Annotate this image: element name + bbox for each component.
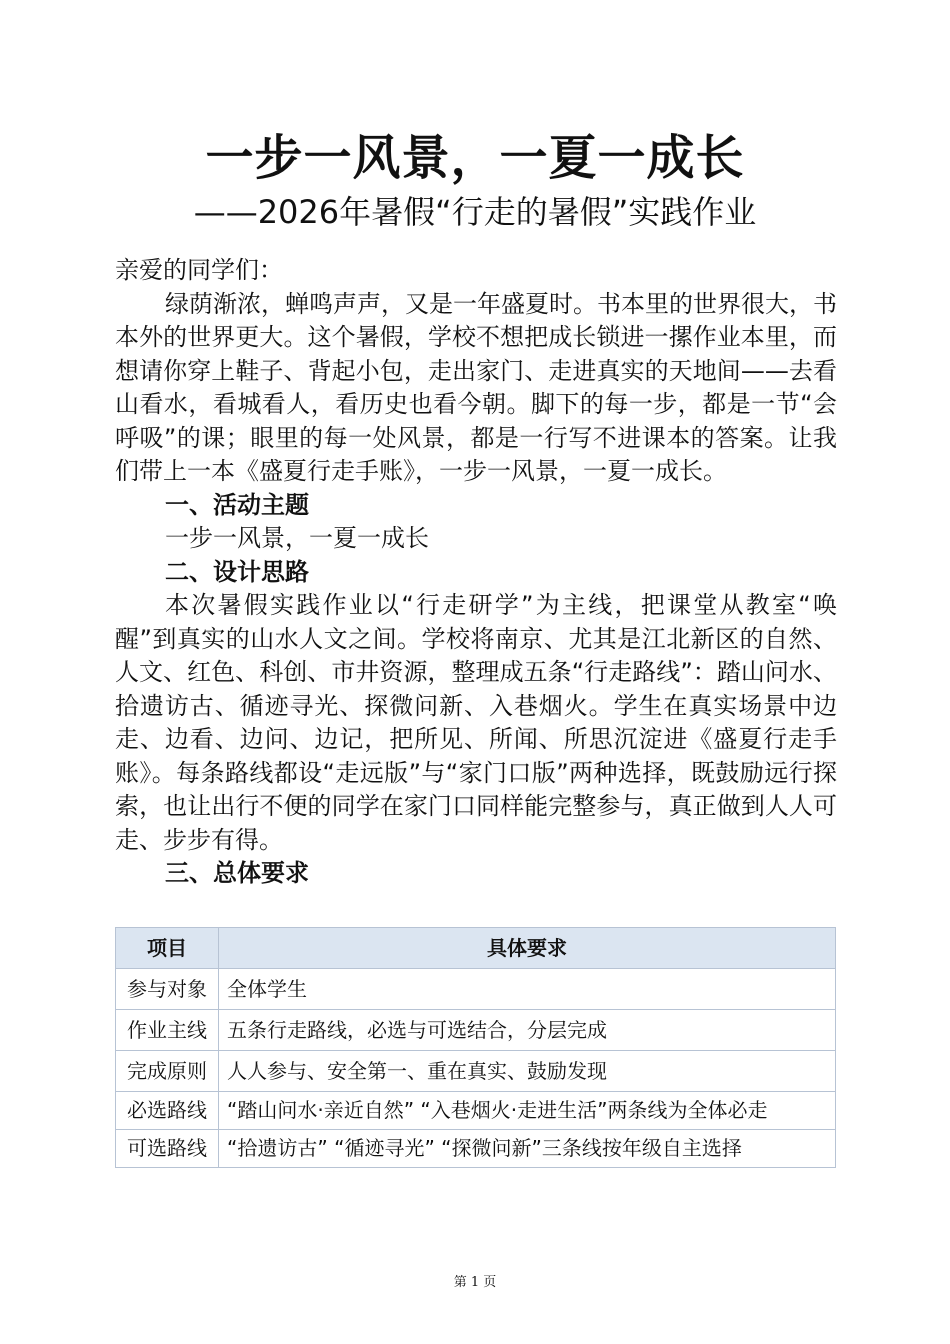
table-row [116,969,836,1010]
row-requirement: 人人参与、安全第一、重在真实、鼓励发现 [219,1051,836,1092]
row-item: 参与对象 [116,969,219,1010]
row-item: 完成原则 [116,1051,219,1092]
table-row [116,1092,836,1130]
intro-paragraph: 绿荫渐浓，蝉鸣声声，又是一年盛夏时。书本里的世界很大，书本外的世界更大。这个暑假，学校不想把成长锁进一摞作业本里，而想请你穿上鞋子、背起小包，走出家门、走进真实的天地间——去看山看水，看城看人，看历史也看今朝。脚下的每一步，都是一节“会呼吸”的课；眼里的每一处风景，都是一行写不进课本的答案。让我们带上一本《盛夏行走手账》，一步一风景，一夏一成长。 [115,289,837,485]
row-requirement: “踏山问水·亲近自然” “入巷烟火·走进生活”两条线为全体必走 [219,1092,836,1130]
document-subtitle: ——2026年暑假“行走的暑假”实践作业 [193,193,757,231]
section-heading-design: 二、设计思路 [165,557,309,586]
row-requirement: 五条行走路线，必选与可选结合，分层完成 [219,1010,836,1051]
greeting: 亲爱的同学们： [115,256,283,284]
row-item: 必选路线 [116,1092,219,1130]
row-item: 作业主线 [116,1010,219,1051]
table-row [116,1130,836,1168]
table-header-item: 项目 [116,928,219,969]
document-title: 一步一风景，一夏一成长 [205,130,745,186]
table-header-row [116,928,836,969]
requirements-table [115,927,836,1168]
page-number: 第 1 页 [453,1275,497,1290]
design-paragraph: 本次暑假实践作业以“行走研学”为主线，把课堂从教室“唤醒”到真实的山水人文之间。学校将南京、尤其是江北新区的自然、人文、红色、科创、市井资源，整理成五条“行走路线”：踏山问水、拾遗访古、循迹寻光、探微问新、入巷烟火。学生在真实场景中边走、边看、边问、边记，把所见、所闻、所思沉淀进《盛夏行走手账》。每条路线都设“走远版”与“家门口版”两种选择，既鼓励远行探索，也让出行不便的同学在家门口同样能完整参与，真正做到人人可走、步步有得。 [115,591,837,854]
section-heading-requirements: 三、总体要求 [165,859,309,887]
row-item: 可选路线 [116,1130,219,1168]
row-requirement: 全体学生 [219,969,836,1010]
table-row [116,1051,836,1092]
row-requirement: “拾遗访古” “循迹寻光” “探微问新”三条线按年级自主选择 [219,1130,836,1168]
section-heading-theme: 一、活动主题 [165,490,309,519]
table-row [116,1010,836,1051]
theme-text: 一步一风景，一夏一成长 [165,524,429,552]
document-body [115,254,837,891]
table-header-requirement: 具体要求 [219,928,836,969]
